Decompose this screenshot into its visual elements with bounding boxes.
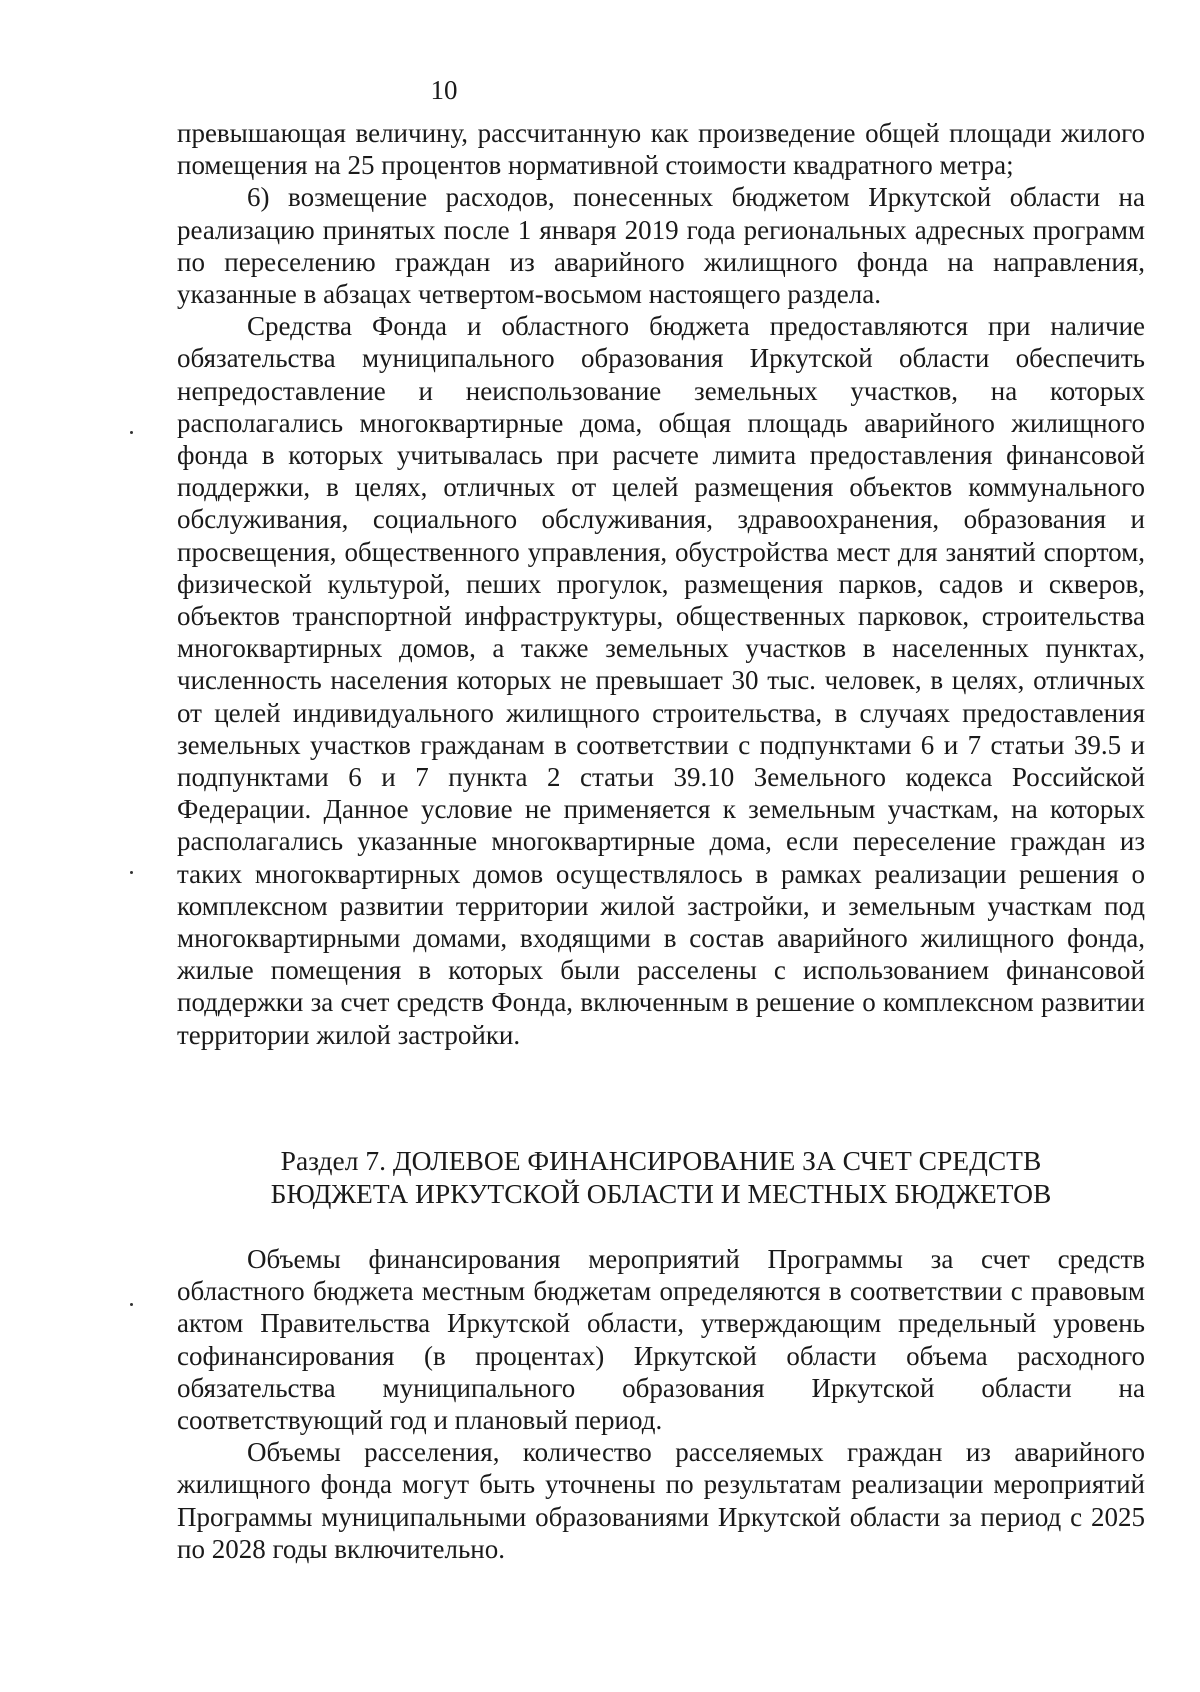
- page-number: 10: [430, 75, 458, 105]
- paragraph: Средства Фонда и областного бюджета предоставляются при наличие обязательства муниципального образования Иркутской области обеспечить непредоставление и неиспользование земельных участков, на которых располагались многоквартирные дома, общая площадь аварийного жилищного фонда в которых учитывалась при расчете лимита предоставления финансовой поддержки, в целях, отличных от целей размещения объектов коммунального обслуживания, социального обслуживания, здравоохранения, образования и просвещения, общественного управления, обустройства мест для занятий спортом, физической культурой, пеших прогулок, размещения парков, садов и скверов, объектов транспортной инфраструктуры, общественных парковок, строительства многоквартирных домов, а также земельных участков в населенных пунктах, численность населения которых не превышает 30 тыс. человек, в целях, отличных от целей индивидуального жилищного строительства, в случаях предоставления земельных участков гражданам в соответствии с подпунктами 6 и 7 статьи 39.5 и подпунктами 6 и 7 пункта 2 статьи 39.10 Земельного кодекса Российской Федерации. Данное условие не применяется к земельным участкам, на которых располагались указанные многоквартирные дома, если переселение граждан из таких многоквартирных домов осуществлялось в рамках реализации решения о комплексном развитии территории жилой застройки, и земельным участкам под многоквартирными домами, входящими в состав аварийного жилищного фонда, жилые помещения в которых были расселены с использованием финансовой поддержки за счет средств Фонда, включенным в решение о комплексном развитии территории жилой застройки.: [177, 311, 1145, 1050]
- scan-mark: [130, 431, 133, 434]
- paragraph: 6) возмещение расходов, понесенных бюджетом Иркутской области на реализацию принятых после 1 января 2019 года региональных адресных программ по переселению граждан из аварийного жилищного фонда на направления, указанные в абзацах четвертом-восьмом настоящего раздела.: [177, 182, 1145, 310]
- paragraph: Объемы расселения, количество расселяемых граждан из аварийного жилищного фонда могут быть уточнены по результатам реализации мероприятий Программы муниципальными образованиями Иркутской области за период с 2025 по 2028 годы включительно.: [177, 1437, 1145, 1564]
- text-block-main: [177, 117, 1145, 1051]
- scan-mark: [130, 871, 133, 874]
- section-heading-line-2: БЮДЖЕТА ИРКУТСКОЙ ОБЛАСТИ И МЕСТНЫХ БЮДЖЕТОВ: [270, 1178, 1052, 1209]
- paragraph: превышающая величину, рассчитанную как произведение общей площади жилого помещения на 25 процентов нормативной стоимости квадратного метра;: [177, 118, 1145, 181]
- text-block-section7: [177, 1243, 1145, 1565]
- section-heading: [177, 1144, 1145, 1210]
- scan-mark: [130, 1303, 133, 1306]
- section-heading-line-1: Раздел 7. ДОЛЕВОЕ ФИНАНСИРОВАНИЕ ЗА СЧЕТ СРЕДСТВ: [280, 1145, 1042, 1176]
- paragraph: Объемы финансирования мероприятий Программы за счет средств областного бюджета местным бюджетам определяются в соответствии с правовым актом Правительства Иркутской области, утверждающим предельный уровень софинансирования (в процентах) Иркутской области объема расходного обязательства муниципального образования Иркутской области на соответствующий год и плановый период.: [177, 1244, 1145, 1436]
